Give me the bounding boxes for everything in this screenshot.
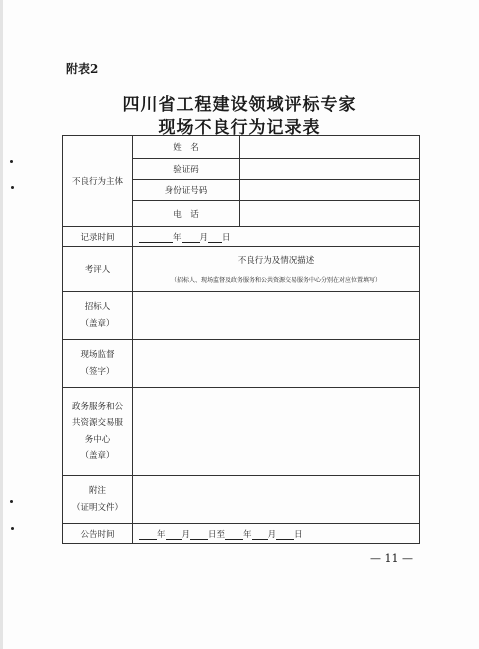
announce-day1-blank[interactable] (190, 531, 208, 540)
scan-dot (11, 527, 14, 530)
announce-month1-blank[interactable] (166, 531, 182, 540)
announce-day2-blank[interactable] (276, 531, 294, 540)
announce-time-row (63, 524, 420, 544)
verify-code-label: 验证码 (133, 159, 240, 180)
tenderer-row (63, 292, 420, 340)
announce-month2-blank[interactable] (252, 531, 268, 540)
document-title-line2: 现场不良行为记录表 (158, 118, 321, 138)
announce-month1-unit: 月 (181, 529, 191, 540)
service-center-line2: 共资源交易服 (71, 418, 123, 429)
behavior-header-row (63, 247, 420, 292)
supervision-description-field[interactable] (133, 340, 420, 388)
supervision-label-cell (63, 340, 133, 388)
service-center-row (63, 388, 420, 476)
record-form-table (62, 135, 420, 544)
id-number-label: 身份证号码 (133, 180, 240, 201)
name-label: 姓 名 (133, 136, 240, 159)
document-title-line1: 四川省工程建设领域评标专家 (122, 95, 357, 115)
scan-dot (10, 160, 13, 163)
page-number: — 11 — (370, 552, 413, 565)
tenderer-label-cell (63, 292, 133, 340)
announce-time-field[interactable] (133, 524, 420, 544)
announce-month2-unit: 月 (267, 529, 277, 540)
note-field[interactable] (133, 476, 420, 524)
tenderer-label: 招标人 (84, 302, 111, 313)
record-time-field[interactable] (133, 227, 420, 247)
record-year-unit: 年 (173, 232, 182, 243)
announce-year2-unit: 年 (243, 529, 252, 540)
scan-dot (11, 186, 14, 189)
record-time-row (63, 227, 420, 247)
note-label: 附注 (88, 486, 106, 497)
attachment-label: 附表2 (66, 62, 99, 76)
supervision-label: 现场监督 (80, 350, 115, 361)
announce-year1-unit: 年 (157, 529, 166, 540)
announce-day-to: 日至 (208, 529, 226, 540)
service-center-line3: 务中心 (84, 434, 111, 445)
supervision-sign: （签字） (80, 366, 115, 377)
record-day-blank[interactable] (208, 234, 222, 243)
announce-time-label: 公告时间 (63, 524, 133, 544)
note-label-cell (63, 476, 133, 524)
behavior-header: 不良行为及情况描述 (237, 256, 315, 266)
note-documents: （证明文件） (71, 502, 123, 513)
name-field[interactable] (240, 136, 420, 159)
service-center-label-cell (63, 388, 133, 476)
record-month-blank[interactable] (182, 234, 200, 243)
name-row (63, 136, 420, 159)
id-number-field[interactable] (240, 180, 420, 201)
scan-dot (10, 500, 13, 503)
assessor-label: 考评人 (63, 247, 133, 292)
service-center-description-field[interactable] (133, 388, 420, 476)
announce-year1-blank[interactable] (139, 531, 157, 540)
tenderer-description-field[interactable] (133, 292, 420, 340)
announce-year2-blank[interactable] (225, 531, 243, 540)
record-year-blank[interactable] (139, 234, 173, 243)
supervision-row (63, 340, 420, 388)
behavior-header-cell (133, 247, 420, 292)
tenderer-seal: （盖章） (80, 318, 115, 329)
service-center-seal: （盖章） (80, 450, 115, 461)
verify-code-field[interactable] (240, 159, 420, 180)
service-center-line1: 政务服务和公 (71, 402, 123, 413)
announce-day2-unit: 日 (294, 529, 303, 540)
behavior-note: （招标人、现场监督及政务服务和公共资源交易服务中心分别在对应位置填写） (170, 277, 381, 284)
phone-field[interactable] (240, 201, 420, 227)
note-row (63, 476, 420, 524)
record-day-unit: 日 (222, 232, 231, 243)
subject-label: 不良行为主体 (63, 136, 133, 227)
record-month-unit: 月 (199, 232, 209, 243)
record-time-label: 记录时间 (63, 227, 133, 247)
phone-label: 电 话 (133, 201, 240, 227)
